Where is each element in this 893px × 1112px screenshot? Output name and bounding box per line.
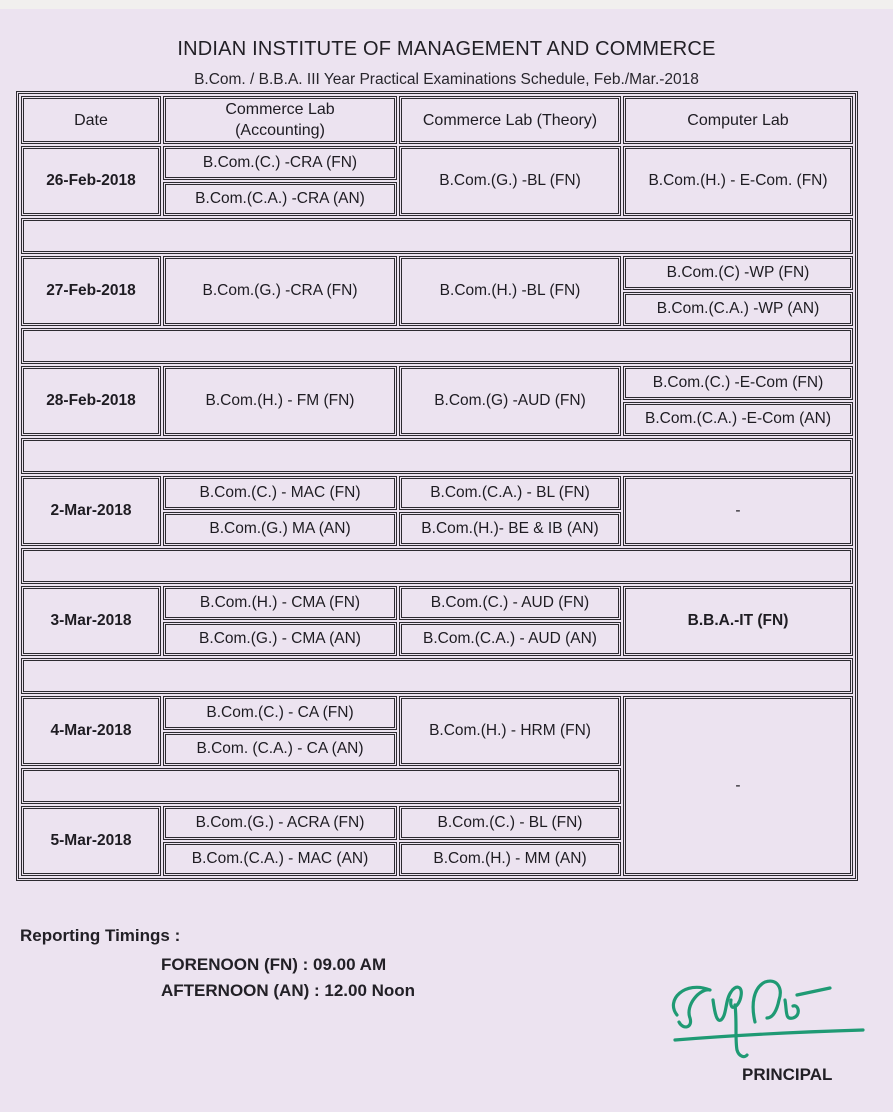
accounting-cell: B.Com.(C.A.) -CRA (AN)	[163, 182, 397, 216]
table-row	[21, 476, 853, 510]
accounting-cell: B.Com.(G.) - ACRA (FN)	[163, 806, 397, 840]
signature-icon	[655, 960, 870, 1065]
accounting-cell: B.Com.(H.) - CMA (FN)	[163, 586, 397, 620]
accounting-cell: B.Com.(C.) - MAC (FN)	[163, 476, 397, 510]
column-header-date: Date	[21, 96, 161, 144]
spacer-cell	[21, 218, 853, 254]
institute-title: INDIAN INSTITUTE OF MANAGEMENT AND COMMERCE	[177, 38, 716, 60]
spacer-row	[21, 438, 853, 474]
column-header-computer: Computer Lab	[623, 96, 853, 144]
spacer-cell	[21, 438, 853, 474]
column-header-accounting	[163, 96, 397, 144]
schedule-subtitle: B.Com. / B.B.A. III Year Practical Examinations Schedule, Feb./Mar.-2018	[194, 71, 699, 88]
accounting-cell: B.Com. (C.A.) - CA (AN)	[163, 732, 397, 766]
spacer-row	[21, 218, 853, 254]
schedule-table	[16, 91, 858, 881]
computer-cell: B.Com.(C.A.) -WP (AN)	[623, 292, 853, 326]
accounting-header-line-2: (Accounting)	[235, 122, 325, 139]
table-row	[21, 696, 853, 730]
spacer-row	[21, 658, 853, 694]
afternoon-timing: AFTERNOON (AN) : 12.00 Noon	[161, 981, 416, 1000]
accounting-cell: B.Com.(C.A.) - MAC (AN)	[163, 842, 397, 876]
accounting-cell: B.Com.(C.) -CRA (FN)	[163, 146, 397, 180]
forenoon-timing: FORENOON (FN) : 09.00 AM	[161, 955, 387, 974]
date-cell: 3-Mar-2018	[21, 586, 161, 656]
date-cell: 5-Mar-2018	[21, 806, 161, 876]
table-row	[21, 366, 853, 400]
spacer-row	[21, 328, 853, 364]
date-cell: 26-Feb-2018	[21, 146, 161, 216]
header-row	[21, 96, 853, 144]
date-cell: 4-Mar-2018	[21, 696, 161, 766]
accounting-cell: B.Com.(G.) -CRA (FN)	[163, 256, 397, 326]
spacer-cell	[21, 768, 621, 804]
computer-cell: B.Com.(C.A.) -E-Com (AN)	[623, 402, 853, 436]
theory-cell: B.Com.(H.) - HRM (FN)	[399, 696, 621, 766]
table-row	[21, 586, 853, 620]
theory-cell: B.Com.(C.A.) - BL (FN)	[399, 476, 621, 510]
date-cell: 27-Feb-2018	[21, 256, 161, 326]
theory-cell: B.Com.(G) -AUD (FN)	[399, 366, 621, 436]
spacer-cell	[21, 658, 853, 694]
theory-cell: B.Com.(G.) -BL (FN)	[399, 146, 621, 216]
theory-cell: B.Com.(H.) - MM (AN)	[399, 842, 621, 876]
spacer-cell	[21, 548, 853, 584]
theory-cell: B.Com.(H.)- BE & IB (AN)	[399, 512, 621, 546]
table-row	[21, 256, 853, 290]
date-cell: 28-Feb-2018	[21, 366, 161, 436]
accounting-cell: B.Com.(C.) - CA (FN)	[163, 696, 397, 730]
accounting-header-line-1: Commerce Lab	[225, 101, 335, 118]
spacer-row	[21, 548, 853, 584]
theory-cell: B.Com.(C.) - BL (FN)	[399, 806, 621, 840]
spacer-cell	[21, 328, 853, 364]
theory-cell: B.Com.(H.) -BL (FN)	[399, 256, 621, 326]
computer-cell: B.B.A.-IT (FN)	[623, 586, 853, 656]
theory-cell: B.Com.(C.A.) - AUD (AN)	[399, 622, 621, 656]
computer-cell: B.Com.(C) -WP (FN)	[623, 256, 853, 290]
theory-cell: B.Com.(C.) - AUD (FN)	[399, 586, 621, 620]
date-cell: 2-Mar-2018	[21, 476, 161, 546]
computer-cell: B.Com.(H.) - E-Com. (FN)	[623, 146, 853, 216]
accounting-cell: B.Com.(G.) - CMA (AN)	[163, 622, 397, 656]
accounting-cell: B.Com.(H.) - FM (FN)	[163, 366, 397, 436]
scan-top-margin	[0, 0, 893, 9]
computer-cell-merged: -	[623, 696, 853, 876]
computer-cell: B.Com.(C.) -E-Com (FN)	[623, 366, 853, 400]
column-header-theory: Commerce Lab (Theory)	[399, 96, 621, 144]
principal-label: PRINCIPAL	[742, 1065, 833, 1084]
table-row	[21, 146, 853, 180]
computer-cell: -	[623, 476, 853, 546]
reporting-timings-label: Reporting Timings :	[20, 926, 181, 945]
accounting-cell: B.Com.(G.) MA (AN)	[163, 512, 397, 546]
